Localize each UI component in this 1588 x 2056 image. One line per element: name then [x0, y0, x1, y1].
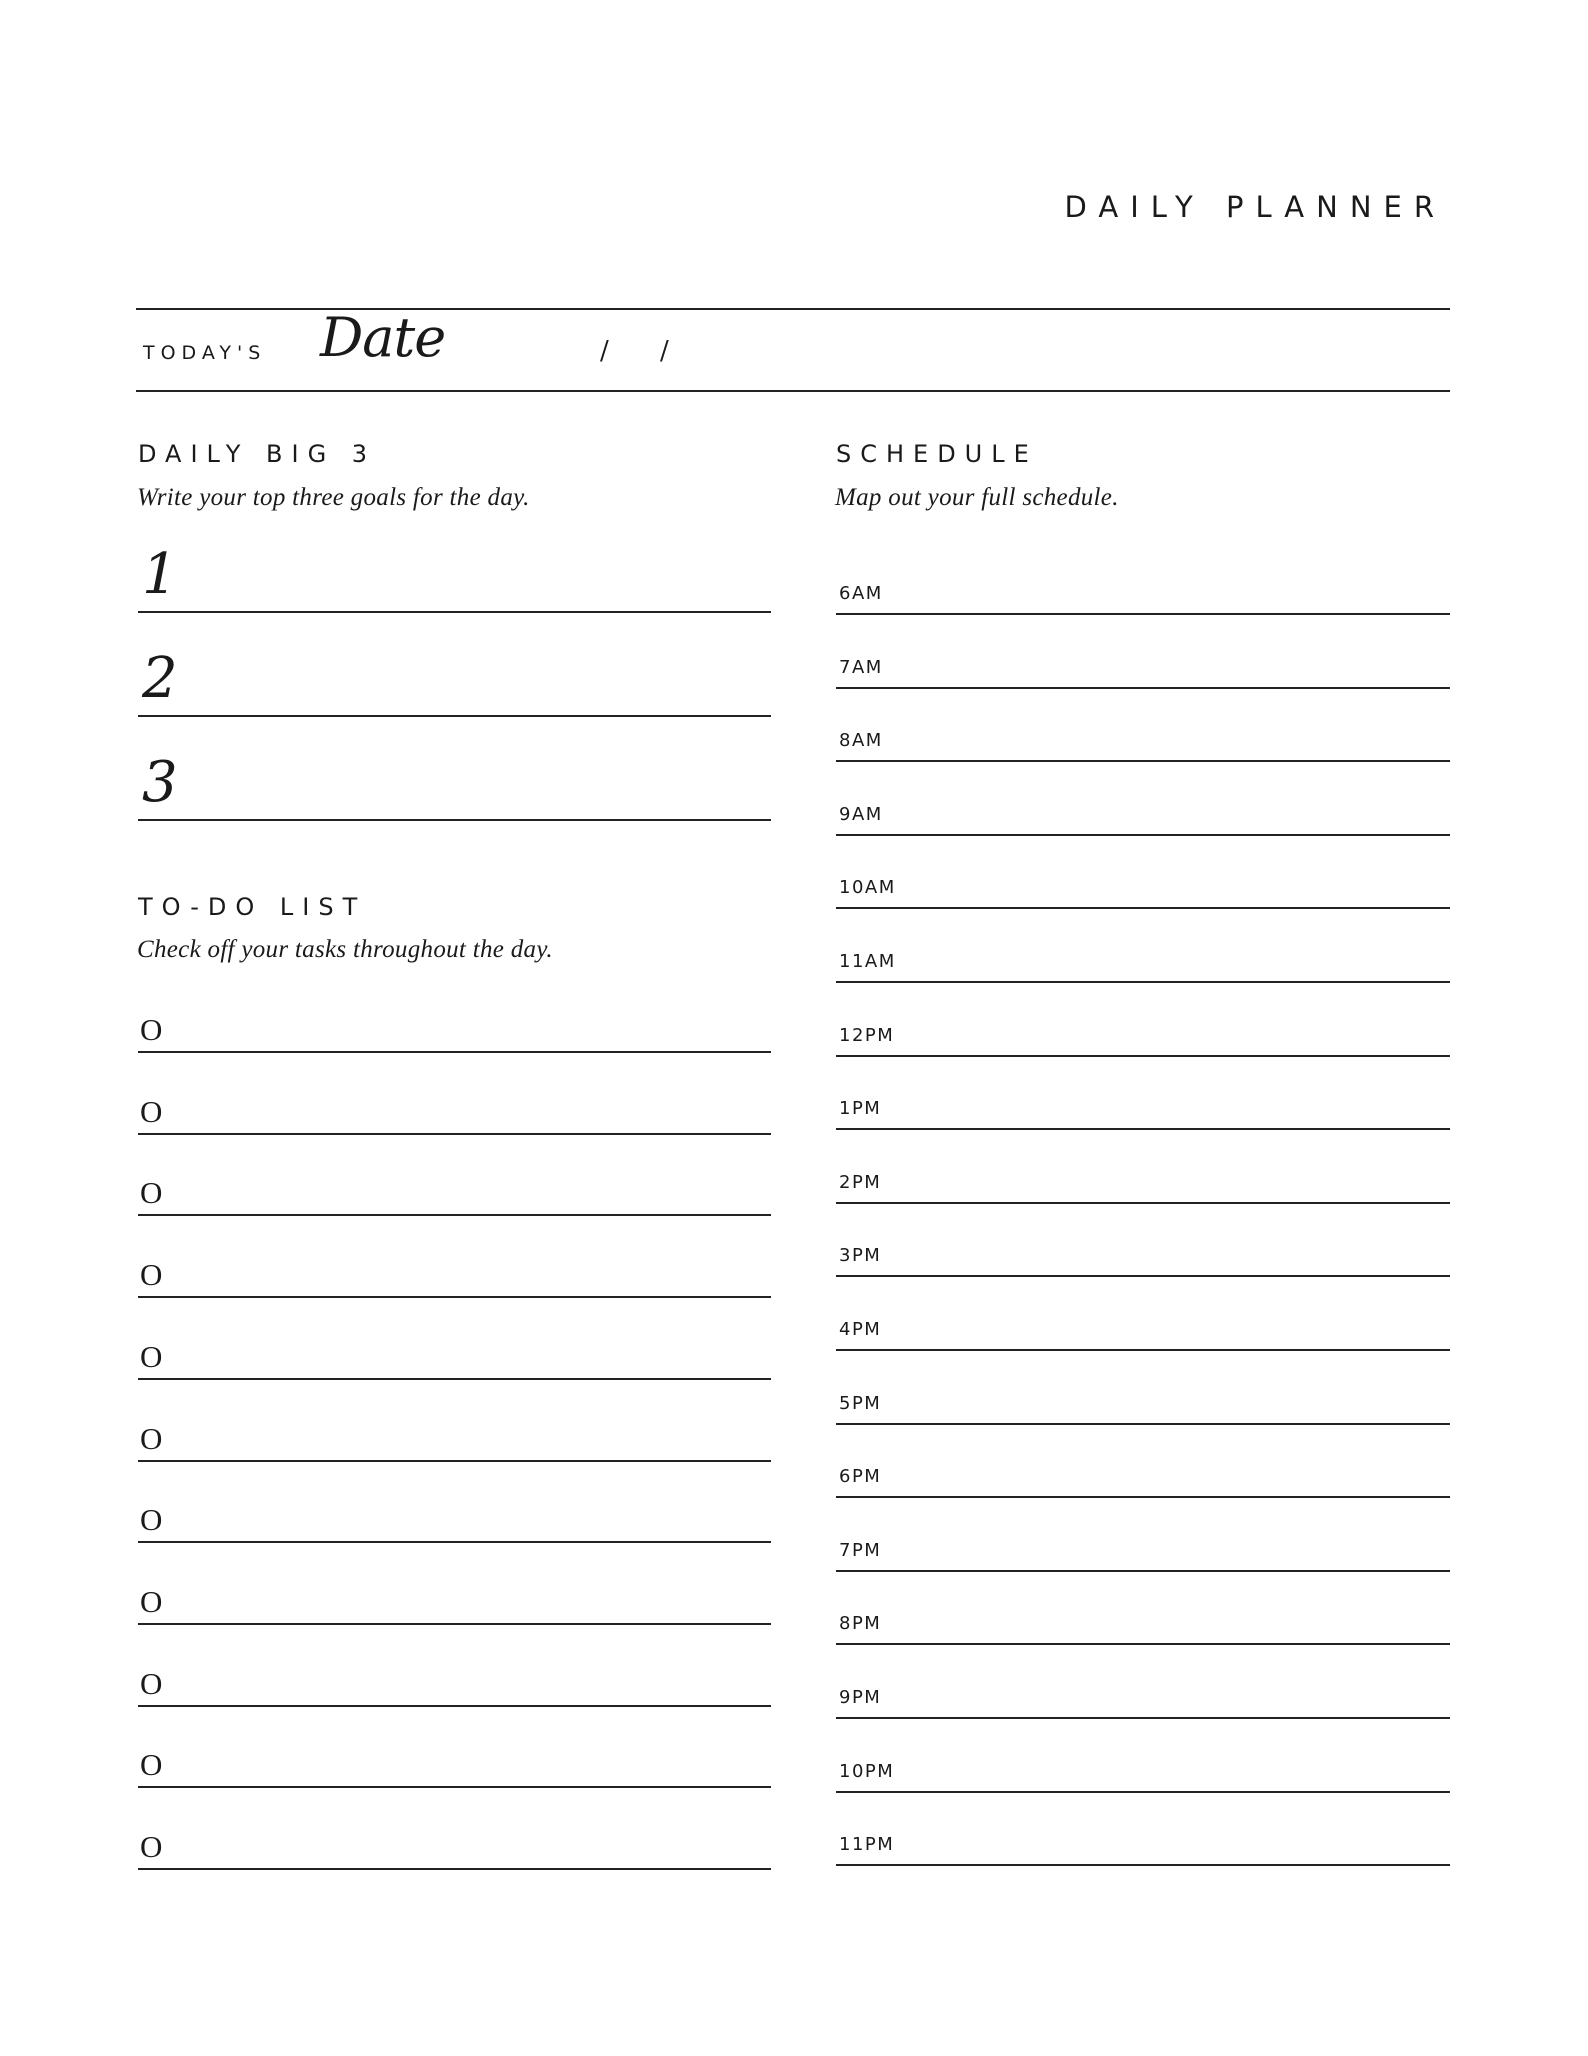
schedule-time-label: 8PM	[839, 1613, 882, 1635]
todo-write-line[interactable]	[138, 1541, 771, 1543]
schedule-slot[interactable]	[836, 1007, 1450, 1057]
todo-write-line[interactable]	[138, 1378, 771, 1380]
schedule-write-line[interactable]	[836, 1643, 1450, 1645]
todo-write-line[interactable]	[138, 1705, 771, 1707]
schedule-write-line[interactable]	[836, 1349, 1450, 1351]
schedule-subtitle: Map out your full schedule.	[835, 484, 1119, 511]
date-separator-1: /	[600, 336, 609, 366]
date-label: TODAY'S	[143, 342, 267, 364]
big3-goal-row[interactable]	[138, 523, 771, 613]
schedule-time-label: 9PM	[839, 1687, 882, 1708]
todo-write-line[interactable]	[138, 1786, 771, 1788]
schedule-slot[interactable]	[836, 859, 1450, 909]
todo-write-line[interactable]	[138, 1460, 771, 1462]
todo-checkbox[interactable]: O	[140, 1420, 163, 1456]
todo-write-line[interactable]	[138, 1868, 771, 1870]
schedule-slot[interactable]	[836, 1669, 1450, 1719]
schedule-write-line[interactable]	[836, 907, 1450, 909]
schedule-write-line[interactable]	[836, 1717, 1450, 1719]
schedule-time-label: 6PM	[839, 1466, 882, 1488]
todo-write-line[interactable]	[138, 1214, 771, 1216]
schedule-time-label: 7AM	[839, 656, 883, 678]
todo-checkbox[interactable]: O	[140, 1583, 163, 1619]
schedule-write-line[interactable]	[836, 1275, 1450, 1277]
todo-checkbox[interactable]: O	[140, 1747, 163, 1783]
todo-item[interactable]	[138, 993, 771, 1053]
schedule-write-line[interactable]	[836, 1423, 1450, 1425]
schedule-time-label: 10AM	[839, 877, 896, 899]
big3-subtitle: Write your top three goals for the day.	[137, 484, 530, 511]
schedule-time-label: 8AM	[839, 730, 883, 752]
big3-goal-row[interactable]	[138, 731, 771, 821]
schedule-write-line[interactable]	[836, 981, 1450, 983]
schedule-time-label: 11PM	[839, 1834, 895, 1856]
schedule-time-label: 9AM	[839, 803, 883, 825]
schedule-slot[interactable]	[836, 1448, 1450, 1498]
todo-item[interactable]	[138, 1647, 771, 1707]
todo-item[interactable]	[138, 1238, 771, 1298]
todo-item[interactable]	[138, 1320, 771, 1380]
page-title: DAILY PLANNER	[1064, 190, 1446, 224]
goal-write-line[interactable]	[138, 715, 771, 717]
schedule-slot[interactable]	[836, 639, 1450, 689]
todo-item[interactable]	[138, 1156, 771, 1216]
todo-item[interactable]	[138, 1728, 771, 1788]
big3-goal-row[interactable]	[138, 627, 771, 717]
todo-item[interactable]	[138, 1483, 771, 1543]
todo-checkbox[interactable]: O	[140, 1829, 163, 1864]
schedule-time-label: 4PM	[839, 1319, 882, 1340]
date-input-line[interactable]	[136, 390, 1450, 392]
big3-heading: DAILY BIG 3	[138, 440, 377, 468]
date-separator-2: /	[660, 336, 669, 366]
schedule-slot[interactable]	[836, 1227, 1450, 1277]
todo-write-line[interactable]	[138, 1296, 771, 1298]
schedule-write-line[interactable]	[836, 613, 1450, 615]
schedule-write-line[interactable]	[836, 1496, 1450, 1498]
todo-heading: TO-DO LIST	[138, 893, 367, 921]
schedule-slot[interactable]	[836, 1301, 1450, 1351]
schedule-slot[interactable]	[836, 1080, 1450, 1130]
todo-checkbox[interactable]: O	[140, 1665, 163, 1701]
schedule-write-line[interactable]	[836, 834, 1450, 836]
goal-number: 1	[142, 542, 178, 607]
schedule-slot[interactable]	[836, 1375, 1450, 1425]
schedule-time-label: 2PM	[839, 1171, 882, 1193]
todo-item[interactable]	[138, 1810, 771, 1870]
todo-write-line[interactable]	[138, 1051, 771, 1053]
todo-write-line[interactable]	[138, 1133, 771, 1135]
schedule-slot[interactable]	[836, 1522, 1450, 1572]
schedule-slot[interactable]	[836, 933, 1450, 983]
todo-checkbox[interactable]: O	[140, 1338, 163, 1374]
goal-write-line[interactable]	[138, 611, 771, 613]
schedule-slot[interactable]	[836, 712, 1450, 762]
todo-item[interactable]	[138, 1565, 771, 1625]
todo-checkbox[interactable]: O	[140, 1093, 163, 1129]
schedule-time-label: 1PM	[839, 1098, 882, 1120]
todo-checkbox[interactable]: O	[140, 1175, 163, 1211]
schedule-time-label: 11AM	[839, 951, 896, 972]
todo-subtitle: Check off your tasks throughout the day.	[137, 936, 553, 963]
schedule-slot[interactable]	[836, 1154, 1450, 1204]
goal-number: 2	[142, 646, 178, 711]
schedule-slot[interactable]	[836, 1595, 1450, 1645]
schedule-write-line[interactable]	[836, 760, 1450, 762]
todo-checkbox[interactable]: O	[140, 1012, 163, 1047]
schedule-write-line[interactable]	[836, 1055, 1450, 1057]
schedule-time-label: 5PM	[839, 1392, 882, 1414]
schedule-time-label: 3PM	[839, 1245, 882, 1267]
schedule-write-line[interactable]	[836, 1791, 1450, 1793]
schedule-heading: SCHEDULE	[836, 440, 1038, 468]
schedule-write-line[interactable]	[836, 687, 1450, 689]
goal-number: 3	[142, 750, 178, 815]
schedule-slot[interactable]	[836, 1816, 1450, 1866]
schedule-time-label: 12PM	[839, 1024, 895, 1046]
schedule-time-label: 6AM	[839, 583, 883, 604]
todo-item[interactable]	[138, 1075, 771, 1135]
todo-write-line[interactable]	[138, 1623, 771, 1625]
schedule-write-line[interactable]	[836, 1128, 1450, 1130]
todo-item[interactable]	[138, 1402, 771, 1462]
todo-checkbox[interactable]: O	[140, 1502, 163, 1538]
schedule-write-line[interactable]	[836, 1864, 1450, 1866]
schedule-slot[interactable]	[836, 786, 1450, 836]
schedule-time-label: 10PM	[839, 1760, 895, 1782]
schedule-time-label: 7PM	[839, 1539, 882, 1561]
schedule-write-line[interactable]	[836, 1570, 1450, 1572]
schedule-slot[interactable]	[836, 1743, 1450, 1793]
todo-checkbox[interactable]: O	[140, 1257, 163, 1293]
date-script-label: Date	[320, 306, 446, 369]
goal-write-line[interactable]	[138, 819, 771, 821]
schedule-slot[interactable]	[836, 565, 1450, 615]
schedule-write-line[interactable]	[836, 1202, 1450, 1204]
